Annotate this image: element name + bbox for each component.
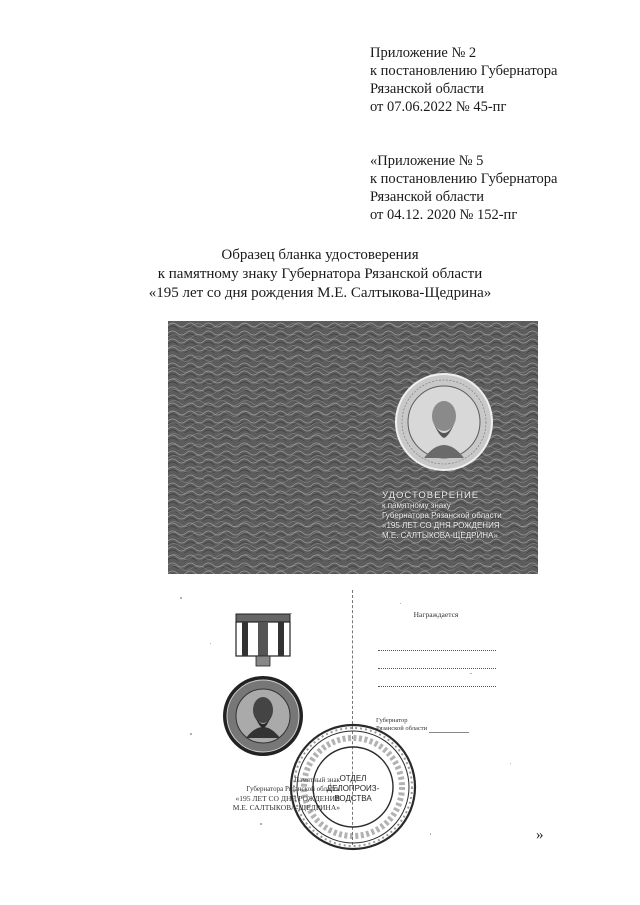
appendix-5-line1: «Приложение № 5 xyxy=(370,153,484,169)
stamp-line1: ОТДЕЛ xyxy=(339,774,367,783)
appendix-2-line2: к постановлению Губернатора xyxy=(370,63,558,79)
signature-title-text: Рязанской области xyxy=(376,725,428,732)
recipient-line-2 xyxy=(378,668,496,669)
document-title xyxy=(0,246,640,303)
title-line3: «195 лет со дня рождения М.Е. Салтыкова-Щедрина» xyxy=(148,285,492,301)
appendix-2-line3: Рязанской области xyxy=(370,81,484,97)
appendix-2-line4: от 07.06.2022 № 45-пг xyxy=(370,99,507,115)
title-line2: к памятному знаку Губернатора Рязанской области xyxy=(157,266,483,282)
cover-line4: М.Е. САЛТЫКОВА-ЩЕДРИНА» xyxy=(382,531,498,540)
closing-quote: » xyxy=(536,827,544,843)
appendix-2-header xyxy=(370,44,557,116)
appendix-2-line1: Приложение № 2 xyxy=(370,45,477,61)
appendix-5-line2: к постановлению Губернатора xyxy=(370,171,558,187)
cover-line1: к памятному знаку xyxy=(382,501,451,510)
medal-caption-line2: Губернатора Рязанской области xyxy=(246,785,340,793)
medal-caption-line3: «195 ЛЕТ СО ДНЯ РОЖДЕНИЯ xyxy=(235,794,340,803)
cover-line3: «195 ЛЕТ СО ДНЯ РОЖДЕНИЯ xyxy=(382,521,500,530)
stamp-line3: ВОДСТВА xyxy=(334,794,372,803)
cover-line2: Губернатора Рязанской области xyxy=(382,511,502,520)
medal-caption-line1: Памятный знак xyxy=(294,776,340,784)
portrait-medallion-icon xyxy=(394,372,494,472)
appendix-5-line3: Рязанской области xyxy=(370,189,484,205)
appendix-5-header xyxy=(370,152,557,224)
title-line1: Образец бланка удостоверения xyxy=(221,247,419,263)
stamp-center-text xyxy=(323,774,383,804)
medal-caption-line4: М.Е. САЛТЫКОВА-ЩЕДРИНА» xyxy=(232,803,340,812)
stamp-line2: ДЕЛОПРОИЗ- xyxy=(326,784,380,793)
signature-title-line1: Губернатор xyxy=(376,717,408,724)
signature-line xyxy=(429,732,469,733)
awarded-label: Награждается xyxy=(413,610,459,619)
recipient-line-3 xyxy=(378,686,496,687)
cover-heading: УДОСТОВЕРЕНИЕ xyxy=(382,490,480,501)
appendix-5-line4: от 04.12. 2020 № 152-пг xyxy=(370,207,518,223)
recipient-line-1 xyxy=(378,650,496,651)
cover-caption xyxy=(382,491,532,541)
